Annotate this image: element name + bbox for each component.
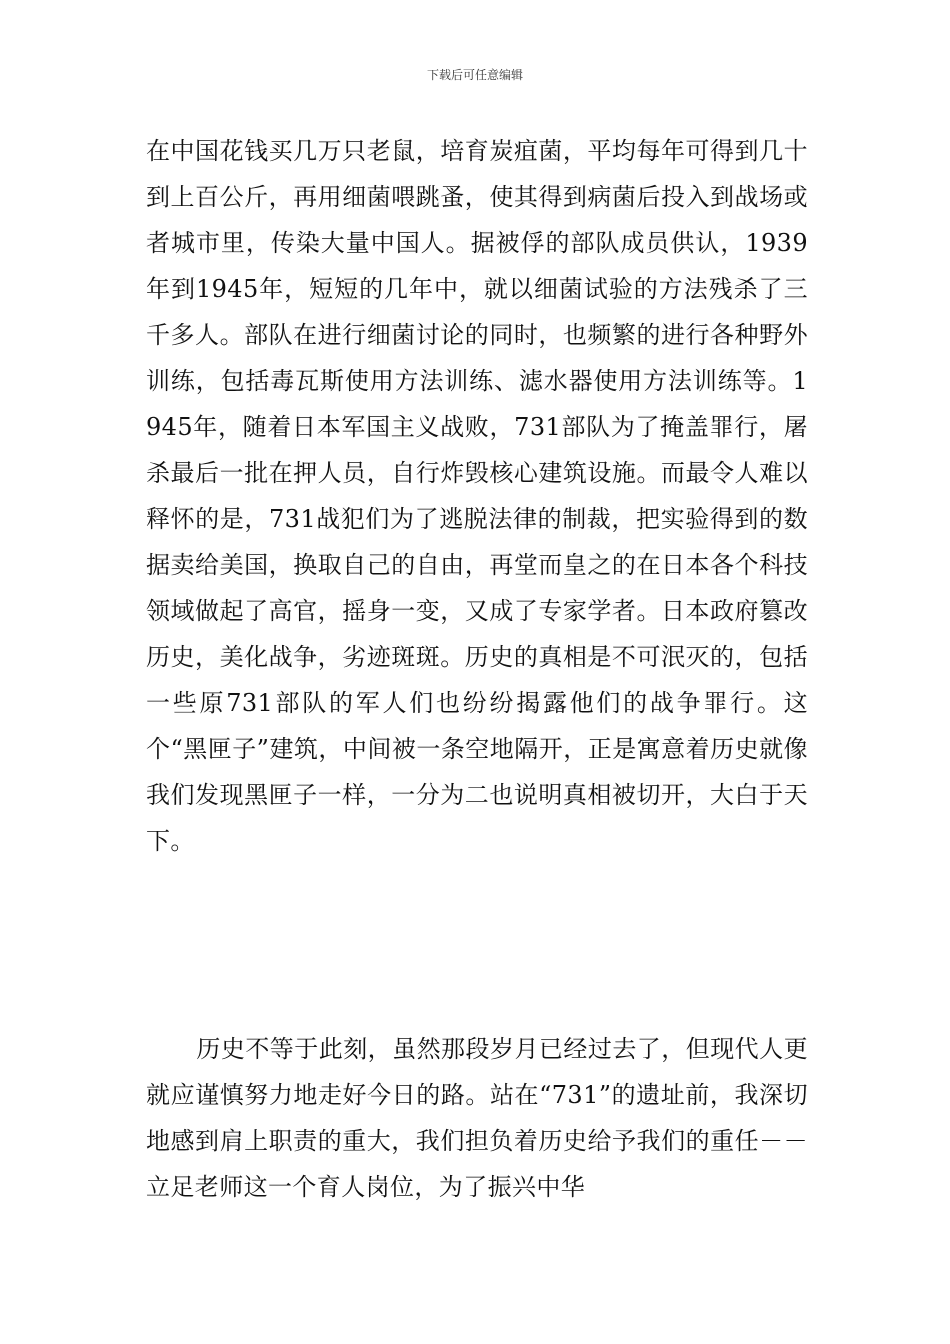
body-paragraph-1: 在中国花钱买几万只老鼠，培育炭疽菌，平均每年可得到几十到上百公斤，再用细菌喂跳蚤，使其得到病菌后投入到战场或者城市里，传染大量中国人。据被俘的部队成员供认，1939年到1945年，短短的几年中，就以细菌试验的方法残杀了三千多人。部队在进行细菌讨论的同时，也频繁的进行各种野外训练，包括毒瓦斯使用方法训练、滤水器使用方法训练等。1945年，随着日本军国主义战败，731部队为了掩盖罪行，屠杀最后一批在押人员，自行炸毁核心建筑设施。而最令人难以释怀的是，731战犯们为了逃脱法律的制裁，把实验得到的数据卖给美国，换取自己的自由，再堂而皇之的在日本各个科技领域做起了高官，摇身一变，又成了专家学者。日本政府篡改历史，美化战争，劣迹斑斑。历史的真相是不可泯灭的，包括一些原731部队的军人们也纷纷揭露他们的战争罪行。这个“黑匣子”建筑，中间被一条空地隔开，正是寓意着历史就像我们发现黑匣子一样，一分为二也说明真相被切开，大白于天下。 [146, 137, 808, 855]
body-paragraph-2: 历史不等于此刻，虽然那段岁月已经过去了，但现代人更就应谨慎努力地走好今日的路。站在“731”的遗址前，我深切地感到肩上职责的重大，我们担负着历史给予我们的重任－－立足老师这一个育人岗位，为了振兴中华 [146, 1035, 808, 1201]
header-note: 下载后可任意编辑 [426, 68, 523, 82]
